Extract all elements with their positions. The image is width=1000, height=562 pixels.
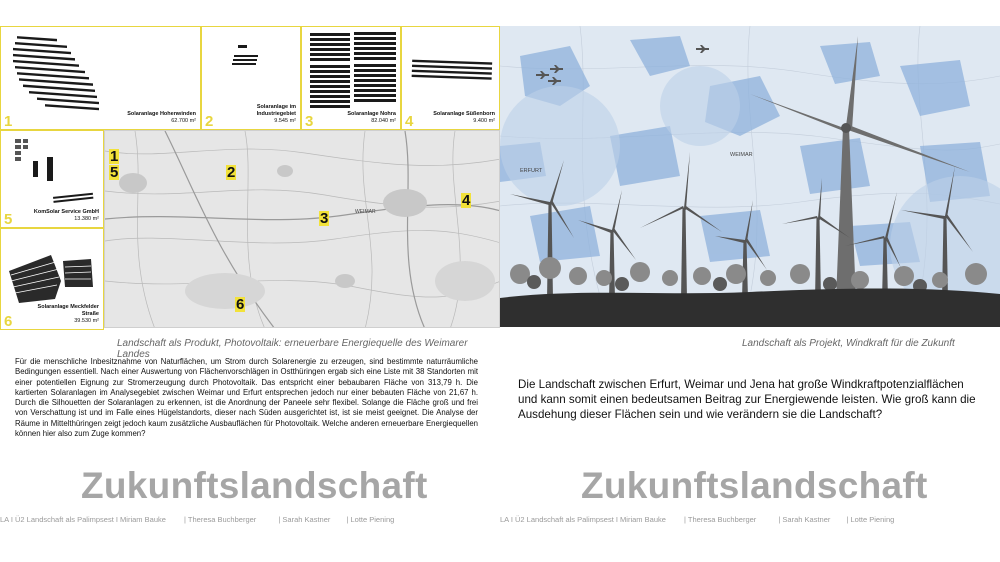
solar-site-caption-2 (236, 104, 296, 125)
solar-site-name-5: KomSolar Service GmbH (33, 209, 99, 216)
solar-site-cell-3 (301, 26, 401, 130)
right-footer-author-4: | Lotte Piening (846, 515, 895, 524)
right-footer (500, 515, 894, 524)
map-marker-3: 3 (320, 210, 329, 227)
solar-site-area-4: 9.400 m² (473, 118, 495, 125)
left-footer (0, 515, 394, 524)
solar-site-number-5: 5 (4, 211, 13, 228)
solar-site-number-6: 6 (4, 313, 13, 330)
solar-site-number-4: 4 (405, 113, 414, 130)
right-footer-author-2: | Theresa Buchberger (684, 515, 757, 524)
solar-site-name-3: Solaranlage Nohra (347, 111, 396, 118)
solar-site-cell-2 (201, 26, 301, 130)
right-caption: Landschaft als Projekt, Windkraft für die Zukunft (742, 338, 955, 349)
solar-site-area-3: 82.040 m² (371, 118, 396, 125)
map-marker-2: 2 (227, 164, 236, 181)
solar-site-area-1: 62.700 m² (171, 118, 196, 125)
solar-site-number-3: 3 (305, 113, 314, 130)
right-page (500, 0, 1000, 562)
right-footer-course: LA I Ü2 Landschaft als Palimpsest I Miriam Bauke (500, 515, 666, 524)
left-footer-author-4: | Lotte Piening (346, 515, 395, 524)
solar-site-area-6: 39.530 m² (74, 318, 99, 325)
solar-site-caption-3 (347, 111, 396, 125)
solar-site-number-1: 1 (4, 113, 13, 130)
solar-site-map (104, 130, 500, 328)
solar-site-cell-1 (0, 26, 201, 130)
solar-site-name-1: Solaranlage Hohenwinden (127, 111, 196, 118)
solar-site-number-2: 2 (205, 113, 214, 130)
solar-site-name-4: Solaranlage Süßenborn (433, 111, 495, 118)
map-town-label: WEIMAR (355, 209, 376, 215)
solar-site-caption-4 (433, 111, 495, 125)
topographic-map-graphic (105, 131, 500, 328)
map-marker-6: 6 (236, 296, 245, 313)
solar-site-area-5: 13.380 m² (74, 216, 99, 223)
solar-site-name-2: Solaranlage im Industriegebiet (256, 104, 296, 118)
left-caption: Landschaft als Produkt, Photovoltaik: erneuerbare Energiequelle des Weimarer Landes (117, 338, 468, 360)
solar-site-cell-6 (0, 228, 104, 330)
solar-site-cell-4 (401, 26, 500, 130)
wind-landscape-illustration (500, 26, 1000, 327)
solar-site-name-6: Solaranlage Meckfelder Straße (37, 304, 99, 318)
wind-map-label-weimar: WEIMAR (730, 152, 753, 158)
solar-site-cell-5 (0, 130, 104, 228)
solar-site-caption-1 (127, 111, 196, 125)
left-footer-author-3: | Sarah Kastner (278, 515, 331, 524)
solar-site-area-2: 9.545 m² (274, 118, 296, 125)
left-title: Zukunftslandschaft (81, 465, 428, 506)
left-body-text: Für die menschliche Inbesitznahme von Naturflächen, um Strom durch Solarenergie zu erzeugen, sind bestimmte naturräumliche Bedingungen essentiell. Nach einer Auswertung von Flächenvorschlägen in Ostthüringen ergab sich eine Liste mit 38 Standorten mit einer potentiellen Eignung zur Stromerzeugung durch Photovoltaik. Das entspricht einer bebaubaren Fläche von 313,79 h. Die kartierten Solaranlagen im Analysegebiet zwischen Weimar und Erfurt entsprechen jedoch nur einer bebauten Fläche von 21,67 h. Durch die Silhouetten der Solaranlagen zu erkennen, ist die Anordnung der Paneele sehr flexibel. Solange die Fläche groß und frei von Verschattung ist und im Falle eines Hügelstandorts, dieser nach Süden ausgerichtet ist, ist sie meist geeignet. Die Analyse der Räume in Mittelthüringen zeigt jedoch kaum zusätzliche Ausbauflächen für Photovoltaik. Welche anderen erneuerbare Energiequellen können hier also zum Zuge kommen? (15, 357, 478, 438)
right-body-text: Die Landschaft zwischen Erfurt, Weimar und Jena hat große Windkraftpotenzialflächen und kann somit einen bedeutsamen Beitrag zur Energiewende leisten. Wie groß kann die Ausdehung dieser Flächen sein und wie verändern sie die Landschaft? (518, 378, 976, 422)
map-marker-1: 1 (110, 148, 119, 165)
right-footer-author-3: | Sarah Kastner (778, 515, 831, 524)
map-marker-4: 4 (462, 192, 471, 209)
solar-site-caption-6 (29, 304, 99, 325)
wind-turbine-graphic (500, 26, 1000, 327)
right-title: Zukunftslandschaft (581, 465, 928, 506)
solar-site-caption-5 (34, 209, 99, 223)
left-footer-course: LA I Ü2 Landschaft als Palimpsest I Miriam Bauke (0, 515, 166, 524)
wind-map-label-erfurt: ERFURT (520, 168, 543, 174)
left-footer-author-2: | Theresa Buchberger (184, 515, 257, 524)
map-marker-5: 5 (110, 164, 119, 181)
